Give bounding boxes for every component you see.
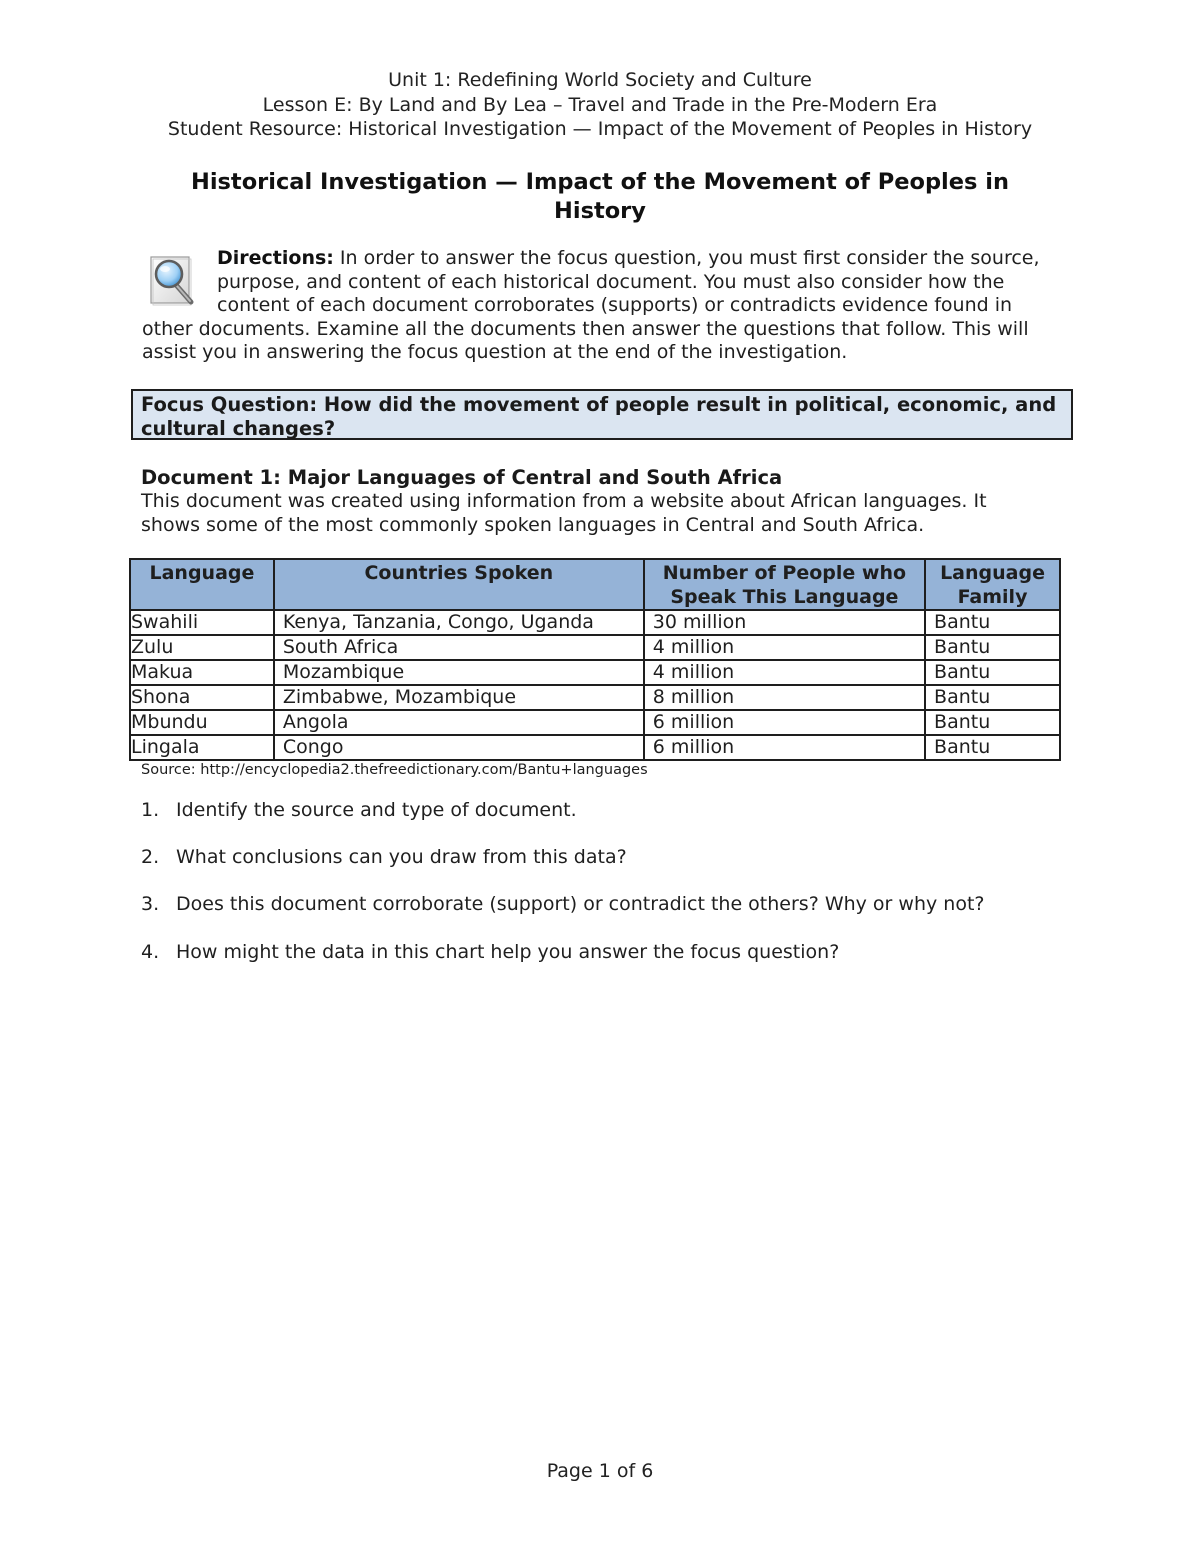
table-row bbox=[130, 685, 1060, 710]
table-cell: Bantu bbox=[925, 635, 1060, 660]
directions-label: Directions: bbox=[217, 247, 334, 269]
question-text: Does this document corroborate (support) or contradict the others? Why or why not? bbox=[176, 893, 985, 916]
document-1-description: This document was created using information from a website about African languages. It shows some of the most commonly spoken languages in Central and South Africa. bbox=[141, 490, 987, 536]
table-cell: Angola bbox=[274, 710, 644, 735]
table-cell: Mbundu bbox=[130, 710, 274, 735]
directions-text: In order to answer the focus question, you must first consider the source, purpose, and content of each historical document. You must also consider how the content of each document corroborates (supports) or contradicts evidence found in other documents. Examine all the documents then answer the questions that follow. This will assist you in answering the focus question at the end of the investigation. bbox=[142, 247, 1040, 363]
question-number: 2. bbox=[141, 846, 160, 869]
directions-paragraph bbox=[142, 247, 1062, 365]
question-item bbox=[141, 940, 1061, 987]
table-cell: 6 million bbox=[644, 710, 925, 735]
table-cell: Shona bbox=[130, 685, 274, 710]
table-header-language: Language bbox=[130, 559, 274, 610]
table-cell: Zimbabwe, Mozambique bbox=[274, 685, 644, 710]
table-cell: Mozambique bbox=[274, 660, 644, 685]
table-cell: 4 million bbox=[644, 660, 925, 685]
table-cell: Congo bbox=[274, 735, 644, 760]
table-cell: 4 million bbox=[644, 635, 925, 660]
table-row bbox=[130, 710, 1060, 735]
question-list bbox=[141, 798, 1061, 987]
table-cell: 30 million bbox=[644, 610, 925, 635]
table-cell: Swahili bbox=[130, 610, 274, 635]
table-header-family: Language Family bbox=[925, 559, 1060, 610]
table-cell: Bantu bbox=[925, 610, 1060, 635]
question-number: 4. bbox=[141, 940, 160, 963]
table-cell: 8 million bbox=[644, 685, 925, 710]
languages-table bbox=[129, 558, 1061, 761]
page-header bbox=[0, 68, 1200, 142]
table-cell: Makua bbox=[130, 660, 274, 685]
table-cell: Bantu bbox=[925, 735, 1060, 760]
unit-line: Unit 1: Redefining World Society and Culture bbox=[388, 69, 812, 91]
table-row bbox=[130, 635, 1060, 660]
table-cell: Bantu bbox=[925, 685, 1060, 710]
table-header-speakers: Number of People who Speak This Language bbox=[644, 559, 925, 610]
table-row bbox=[130, 610, 1060, 635]
question-number: 1. bbox=[141, 799, 160, 821]
page-number: Page 1 of 6 bbox=[546, 1460, 654, 1482]
directions-icon-space bbox=[142, 247, 217, 317]
table-cell: Kenya, Tanzania, Congo, Uganda bbox=[274, 610, 644, 635]
table-cell: Bantu bbox=[925, 710, 1060, 735]
table-header-row bbox=[130, 559, 1060, 610]
table-header-countries: Countries Spoken bbox=[274, 559, 644, 610]
lesson-line: Lesson E: By Land and By Lea – Travel and Trade in the Pre-Modern Era bbox=[262, 93, 938, 116]
table-cell: South Africa bbox=[274, 635, 644, 660]
question-item bbox=[141, 798, 1061, 845]
table-row bbox=[130, 660, 1060, 685]
question-item bbox=[141, 892, 1061, 939]
resource-line: Student Resource: Historical Investigation — Impact of the Movement of Peoples in History bbox=[167, 118, 1033, 140]
table-source: Source: http://encyclopedia2.thefreedictionary.com/Bantu+languages bbox=[141, 762, 648, 778]
table-row bbox=[130, 735, 1060, 760]
table-cell: Lingala bbox=[130, 735, 274, 760]
question-item bbox=[141, 845, 1061, 892]
question-number: 3. bbox=[141, 893, 160, 916]
question-text: What conclusions can you draw from this data? bbox=[176, 846, 627, 869]
question-text: How might the data in this chart help you answer the focus question? bbox=[176, 940, 840, 963]
question-text: Identify the source and type of document. bbox=[176, 799, 577, 821]
document-1-title: Document 1: Major Languages of Central and South Africa bbox=[141, 466, 783, 489]
table-cell: Zulu bbox=[130, 635, 274, 660]
focus-question-box: Focus Question: How did the movement of people result in political, economic, and cultural changes? bbox=[131, 389, 1073, 440]
page-title: Historical Investigation — Impact of the Movement of Peoples in History bbox=[191, 169, 1009, 224]
table-cell: Bantu bbox=[925, 660, 1060, 685]
table-cell: 6 million bbox=[644, 735, 925, 760]
